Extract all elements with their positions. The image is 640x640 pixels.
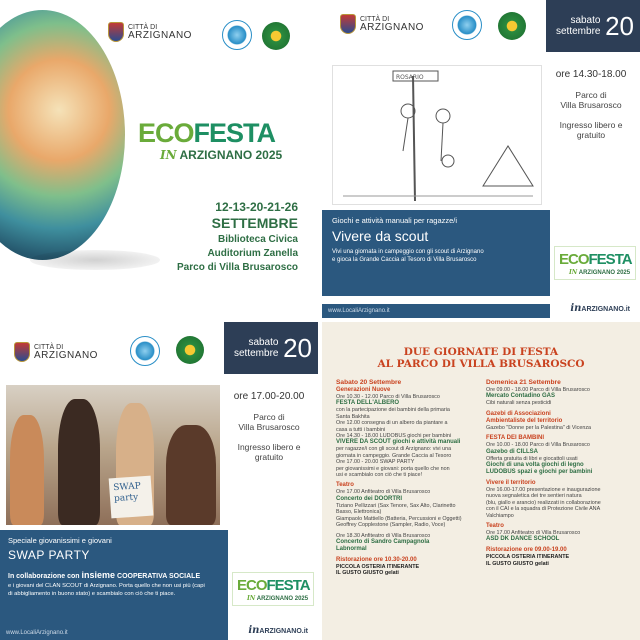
city-crest-icon (14, 342, 30, 362)
programme-line: Ore 14.30 - 18.00 LUDOBUS giochi per bambini (336, 433, 452, 440)
website-bar (0, 626, 228, 640)
programme-saturday (336, 379, 482, 577)
collab-line (8, 570, 200, 580)
date-box (546, 0, 640, 52)
event-highlight: Concerto di Sandro Campagnola (336, 538, 430, 545)
programme-line: Ore 17.00 - 20.00 SWAP PARTY (336, 459, 415, 466)
programme-line: IL GUSTO GIUSTO gelati (336, 570, 399, 577)
website-link[interactable]: www.LocaliArzignano.it (6, 630, 68, 636)
programme-line: Basso, Elettronica) (336, 509, 382, 516)
programme-title-2: AL PARCO DI VILLA BRUSAROSCO (377, 358, 585, 370)
day-number: 20 (283, 333, 312, 363)
programme-line: con la partecipazione dei bambini della primaria (336, 407, 450, 414)
programme-line: Cibi naturali senza pesticidi (486, 400, 552, 407)
rete-bibliotecaria-badge-icon (222, 20, 252, 50)
event-highlight: VIVERE DA SCOUT giochi e attività manuali (336, 439, 461, 446)
earth-illustration (0, 10, 125, 260)
event-month: SETTEMBRE (211, 215, 298, 231)
place-line-2: Villa Brusarosco (238, 422, 300, 432)
programme-line: PICCOLA OSTERIA ITINERANTE (336, 563, 420, 570)
programme-line: Ore 09.00 - 18.00 Parco di Villa Brusarosco (486, 387, 590, 393)
day-heading: Sabato 20 Settembre (336, 379, 402, 386)
collab-brand: insieme (81, 570, 116, 580)
programme-line: Tiziano Pellizzari (Sax Tenore, Sax Alto, Clarinetto (336, 502, 456, 509)
website-bar (322, 304, 550, 318)
entry-line-2: gratuito (576, 130, 606, 140)
eco-in: IN (160, 148, 177, 162)
programme-line: Santa Bakhita (336, 413, 370, 420)
rete-bibliotecaria-badge-icon (452, 10, 482, 40)
programme-line: PICCOLA OSTERIA ITINERANTE (486, 554, 570, 561)
section-heading: Ristorazione ore 10.30-20.00 (336, 556, 417, 563)
programme-line: (blu, giallo e arancio) realizzati in collaborazione (486, 499, 601, 506)
festa-word: FESTA (193, 118, 276, 148)
event-highlight: FESTA DELL'ALBERO (336, 400, 400, 407)
programme-line: IL GUSTO GIUSTO gelati (486, 560, 549, 567)
time-place-info (548, 70, 634, 140)
entry-line-1: Ingresso libero e (559, 120, 623, 130)
entry-line-2: gratuito (254, 452, 284, 462)
collab-suffix: COOPERATIVA SOCIALE (117, 573, 201, 580)
event-highlight: Mercato Contadino GAS (486, 393, 556, 400)
day-number: 20 (605, 11, 634, 41)
programme-sunday (486, 379, 634, 567)
programme-line: Geoffrey Copplestone (Sampler, Radio, Voce) (336, 522, 446, 529)
signpost-text: ROSARIO (396, 74, 424, 81)
programme-line: Gazebo "Donne per la Palestina" di Vicenza (486, 424, 592, 431)
city-prefix: CITTÀ DI (34, 344, 64, 351)
day-word: sabato (248, 337, 279, 348)
arzignano-it-logo (570, 303, 630, 314)
place-line-1: Parco di (253, 412, 285, 422)
section-heading: Teatro (336, 482, 354, 489)
month-word: settembre (556, 26, 601, 37)
city-name: ARZIGNANO (360, 22, 424, 33)
poster-programme (322, 322, 640, 640)
swap-kicker: Speciale giovanissimi e giovani (8, 536, 112, 545)
event-highlight: ASD DK DANCE SCHOOL (486, 536, 560, 543)
brand-in: in (570, 303, 582, 314)
eco-year: ARZIGNANO 2025 (256, 596, 309, 602)
programme-line: usi e scambialo con ciò che ti piace! (336, 472, 422, 479)
programme-line: casa a tutti i bambini (336, 426, 386, 433)
event-dates: 12-13-20-21-26 (215, 200, 298, 214)
flower-logo-icon (262, 22, 290, 50)
section-heading: Teatro (486, 523, 504, 530)
city-logo (108, 22, 192, 42)
ecofesta-logo (138, 118, 275, 149)
eco-in: IN (569, 269, 578, 276)
event-info (177, 200, 298, 273)
section-heading: Ambientaliste del territorio (486, 417, 563, 424)
sign-word-1: SWAP (112, 481, 142, 494)
event-highlight: LUDOBUS spazi e giochi per bambini (486, 469, 593, 476)
programme-line: Ore 10.00 - 18.00 Parco di Villa Brusarosco (486, 442, 590, 449)
programme-title-1: DUE GIORNATE DI FESTA (403, 346, 559, 358)
swap-sign (109, 476, 154, 519)
poster-main (0, 0, 318, 318)
brand-name: ARZIGNANO.it (259, 628, 308, 635)
website-link[interactable]: www.LocaliArzignano.it (328, 308, 390, 314)
scout-text-panel (322, 210, 550, 296)
programme-title (322, 346, 640, 370)
city-prefix: CITTÀ DI (360, 16, 390, 23)
programme-line: Ore 12.00 consegna di un albero da piantare a (336, 420, 448, 427)
date-box (224, 322, 318, 374)
swap-text-panel (0, 530, 228, 626)
person-figure (58, 399, 100, 525)
venue-3: Parco di Villa Brusarosco (177, 262, 298, 273)
venue-1: Biblioteca Civica (217, 234, 298, 245)
city-name: ARZIGNANO (34, 350, 98, 361)
scout-sketch-image (332, 65, 542, 205)
scout-desc-2: e gioca la Grande Caccia al Tesoro di Villa Brusarosco (332, 257, 477, 263)
eco-word: ECO (237, 577, 267, 594)
event-highlight: Concerto dei DOORTRI (336, 495, 403, 502)
section-heading: Gazebi di Associazioni (486, 410, 551, 417)
programme-line: con il CAI e la squadra di Protezione Civile ANA (486, 506, 601, 513)
programme-line: Ore 17.00 Anfiteatro di Villa Brusarosco (336, 489, 431, 496)
section-heading: Vivere il territorio (486, 480, 536, 487)
festa-word: FESTA (588, 251, 632, 268)
programme-line: Ore 18.30 Anfiteatro di Villa Brusarosco (336, 532, 431, 539)
scout-kicker: Giochi e attività manuali per ragazze/i (332, 216, 458, 225)
swap-party-photo (6, 385, 220, 525)
venue-2: Auditorium Zanella (207, 248, 298, 259)
section-heading: Ristorazione ore 09.00-19.00 (486, 547, 567, 554)
event-highlight: Giochi di una volta giochi di legno (486, 462, 584, 469)
flower-logo-icon (498, 12, 526, 40)
city-name: ARZIGNANO (128, 30, 192, 41)
entry-line-1: Ingresso libero e (237, 442, 301, 452)
ecofesta-mini-logo (554, 246, 636, 280)
arzignano-it-logo (248, 625, 308, 636)
day-word: sabato (570, 15, 601, 26)
programme-line: Ore 10.30 - 12.00 Parco di Villa Brusarosco (336, 394, 440, 400)
event-highlight: Gazebo di CILLSA (486, 448, 539, 455)
poster-scout (322, 0, 640, 318)
day-heading: Domenica 21 Settembre (486, 379, 561, 386)
event-highlight: Labnormal (336, 545, 367, 552)
festa-word: FESTA (266, 577, 310, 594)
poster-swap (0, 322, 318, 640)
scout-desc-1: Vivi una giornata in campeggio con gli scout di Arzignano (332, 249, 484, 255)
flower-logo-icon (176, 336, 204, 364)
brand-name: ARZIGNANO.it (581, 306, 630, 313)
globe-shadow (30, 250, 160, 270)
programme-line: per giovanissimi e giovani: porta quello che non (336, 465, 450, 472)
sign-word-2: party (113, 492, 139, 505)
city-logo (14, 342, 98, 362)
programme-line: Ore 17.00 Anfiteatro di Villa Brusarosco (486, 530, 581, 537)
eco-year: ARZIGNANO 2025 (179, 148, 283, 162)
collab-prefix: In collaborazione con (8, 573, 80, 580)
eco-in: IN (247, 595, 256, 602)
scout-title: Vivere da scout (332, 228, 429, 244)
eco-word: ECO (138, 118, 194, 148)
programme-line: giornata in campeggio. Grande Caccia al Tesoro (336, 452, 452, 459)
programme-line: Valchiampo (486, 512, 514, 519)
swap-title: SWAP PARTY (8, 548, 90, 562)
programme-line: nuova segnaletica dei tre sentieri natura (486, 493, 582, 500)
programme-line: Ore 16.00-17.00 presentazione e inaugurazione (486, 487, 601, 494)
section-heading: Generazioni Nuove (336, 387, 391, 393)
month-word: settembre (234, 348, 279, 359)
event-time: ore 14.30-18.00 (555, 69, 627, 80)
ecofesta-subtitle (160, 148, 282, 162)
place-line-1: Parco di (575, 90, 607, 100)
city-prefix: CITTÀ DI (128, 24, 158, 31)
city-crest-icon (108, 22, 124, 42)
person-figure (166, 425, 216, 525)
eco-year: ARZIGNANO 2025 (578, 270, 631, 276)
eco-word: ECO (559, 251, 589, 268)
time-place-info (226, 392, 312, 462)
section-heading: FESTA DEI BAMBINI (486, 435, 544, 442)
rete-bibliotecaria-badge-icon (130, 336, 160, 366)
person-figure (10, 415, 44, 525)
place-line-2: Villa Brusarosco (560, 100, 622, 110)
programme-line: per ragazze/i con gli scout di Arzignano: vivi una (336, 446, 452, 453)
city-logo (340, 14, 424, 34)
programme-line: Offerta gratuita di libri e giocattoli usati (486, 455, 578, 462)
event-time: ore 17.00-20.00 (233, 391, 305, 402)
swap-desc-2: di abbigliamento in buono stato) e scambialo con ciò che ti piace. (8, 591, 176, 597)
brand-in: in (248, 625, 260, 636)
city-crest-icon (340, 14, 356, 34)
ecofesta-mini-logo (232, 572, 314, 606)
swap-desc-1: e i giovani del CLAN SCOUT di Arzignano. Porta quello che non usi più (capi (8, 583, 205, 589)
programme-line: Giampaolo Mattiello (Batteria, Percussioni e Oggetti) (336, 515, 462, 522)
